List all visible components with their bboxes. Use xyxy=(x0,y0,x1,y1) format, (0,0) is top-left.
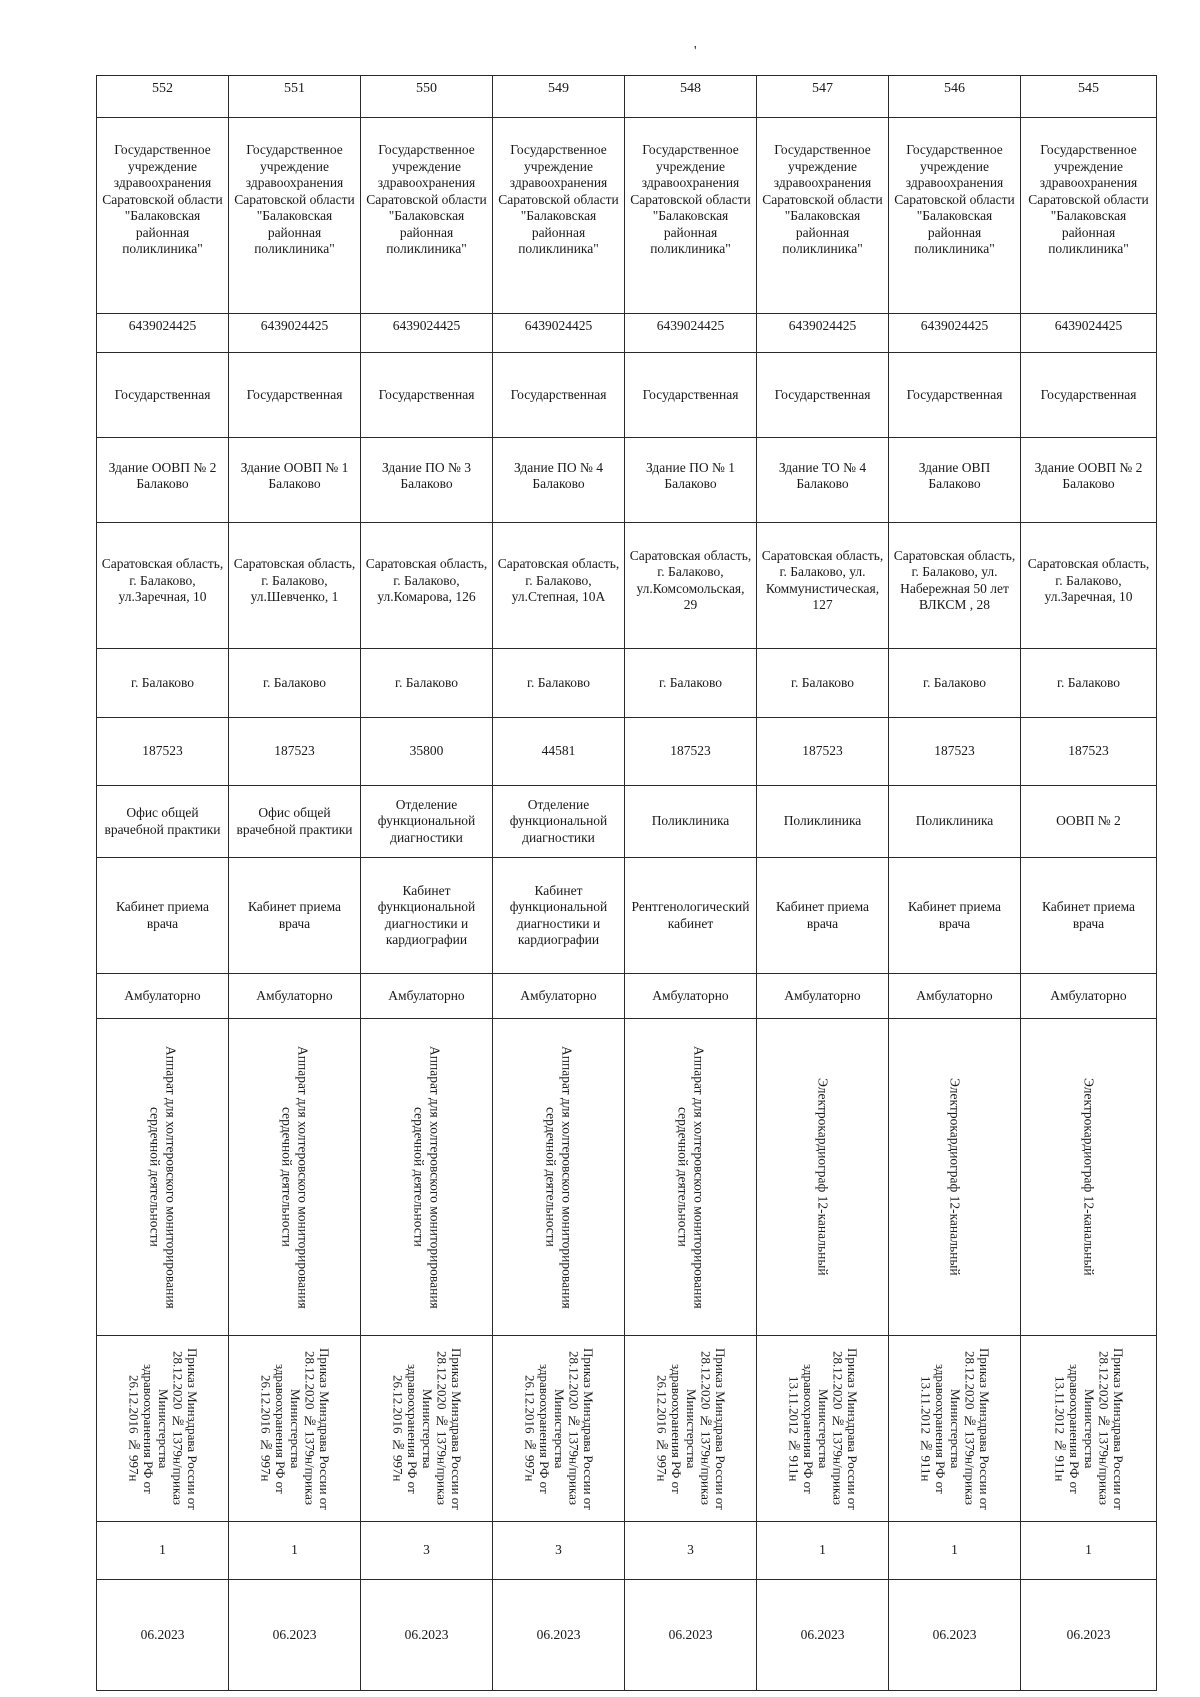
room-cell: Кабинет приема врача xyxy=(757,858,889,974)
address-cell: Саратовская область, г. Балаково, ул.Комарова, 126 xyxy=(361,523,493,649)
date-cell: 06.2023 xyxy=(361,1580,493,1691)
unit-cell: ООВП № 2 xyxy=(1021,785,1157,857)
building-cell: Здание ООВП № 2 Балаково xyxy=(1021,437,1157,522)
equipment-cell xyxy=(1021,1019,1157,1336)
unit-cell: Отделение функциональной диагностики xyxy=(361,785,493,857)
equipment-cell xyxy=(493,1019,625,1336)
legal-basis-cell-text: Приказ Минздрава России от 28.12.2020 № 1379н/приказ Министерства здравоохранения РФ от 13.11.2012 № 911н xyxy=(1052,1347,1126,1510)
equipment-cell-text: Электрокардиограф 12-канальный xyxy=(815,1078,831,1276)
legal-basis-cell xyxy=(229,1335,361,1521)
row-population xyxy=(97,717,1157,785)
equipment-cell xyxy=(889,1019,1021,1336)
legal-basis-cell xyxy=(361,1335,493,1521)
row-ownership xyxy=(97,352,1157,437)
room-cell: Рентгенологический кабинет xyxy=(625,858,757,974)
legal-basis-cell-text: Приказ Минздрава России от 28.12.2020 № 1379н/приказ Министерства здравоохранения РФ от 26.12.2016 № 997н xyxy=(654,1347,728,1510)
city-cell: г. Балаково xyxy=(229,649,361,717)
organization-cell: Государственное учреждение здравоохранения Саратовской области "Балаковская районная поликлиника" xyxy=(625,118,757,314)
building-cell: Здание ООВП № 2 Балаково xyxy=(97,437,229,522)
address-cell: Саратовская область, г. Балаково, ул.Степная, 10А xyxy=(493,523,625,649)
quantity-cell: 3 xyxy=(625,1521,757,1579)
population-cell: 187523 xyxy=(229,717,361,785)
building-cell: Здание ПО № 4 Балаково xyxy=(493,437,625,522)
inn-cell: 6439024425 xyxy=(361,314,493,352)
organization-cell: Государственное учреждение здравоохранения Саратовской области "Балаковская районная поликлиника" xyxy=(229,118,361,314)
room-cell: Кабинет приема врача xyxy=(229,858,361,974)
care-type-cell: Амбулаторно xyxy=(625,973,757,1018)
population-cell: 187523 xyxy=(889,717,1021,785)
quantity-cell: 1 xyxy=(229,1521,361,1579)
equipment-cell-text: Аппарат для холтеровского мониторирования сердечной деятельности xyxy=(147,1045,179,1309)
equipment-cell-text: Аппарат для холтеровского мониторирования сердечной деятельности xyxy=(279,1045,311,1309)
inn-cell: 6439024425 xyxy=(889,314,1021,352)
city-cell: г. Балаково xyxy=(1021,649,1157,717)
equipment-cell-text: Электрокардиограф 12-канальный xyxy=(947,1078,963,1276)
legal-basis-cell-text: Приказ Минздрава России от 28.12.2020 № 1379н/приказ Министерства здравоохранения РФ от 26.12.2016 № 997н xyxy=(258,1347,332,1510)
date-cell: 06.2023 xyxy=(229,1580,361,1691)
unit-cell: Поликлиника xyxy=(757,785,889,857)
room-cell: Кабинет приема врача xyxy=(1021,858,1157,974)
ownership-cell: Государственная xyxy=(229,352,361,437)
row-date xyxy=(97,1580,1157,1691)
legal-basis-cell-text: Приказ Минздрава России от 28.12.2020 № 1379н/приказ Министерства здравоохранения РФ от 26.12.2016 № 997н xyxy=(390,1347,464,1510)
ownership-cell: Государственная xyxy=(97,352,229,437)
row-room xyxy=(97,858,1157,974)
column-number-cell: 546 xyxy=(889,76,1021,118)
row-building xyxy=(97,437,1157,522)
address-cell: Саратовская область, г. Балаково, ул.Шевченко, 1 xyxy=(229,523,361,649)
organization-cell: Государственное учреждение здравоохранения Саратовской области "Балаковская районная поликлиника" xyxy=(493,118,625,314)
quantity-cell: 1 xyxy=(97,1521,229,1579)
room-cell: Кабинет приема врача xyxy=(97,858,229,974)
column-number-cell: 552 xyxy=(97,76,229,118)
city-cell: г. Балаково xyxy=(97,649,229,717)
organization-cell: Государственное учреждение здравоохранения Саратовской области "Балаковская районная поликлиника" xyxy=(361,118,493,314)
unit-cell: Офис общей врачебной практики xyxy=(229,785,361,857)
legal-basis-cell xyxy=(493,1335,625,1521)
quantity-cell: 3 xyxy=(361,1521,493,1579)
row-legal-basis xyxy=(97,1335,1157,1521)
population-cell: 187523 xyxy=(757,717,889,785)
equipment-cell xyxy=(361,1019,493,1336)
row-inn xyxy=(97,314,1157,352)
care-type-cell: Амбулаторно xyxy=(361,973,493,1018)
care-type-cell: Амбулаторно xyxy=(1021,973,1157,1018)
date-cell: 06.2023 xyxy=(625,1580,757,1691)
city-cell: г. Балаково xyxy=(493,649,625,717)
organization-cell: Государственное учреждение здравоохранения Саратовской области "Балаковская районная поликлиника" xyxy=(1021,118,1157,314)
column-number-cell: 549 xyxy=(493,76,625,118)
ownership-cell: Государственная xyxy=(757,352,889,437)
row-organization xyxy=(97,118,1157,314)
room-cell: Кабинет функциональной диагностики и кардиографии xyxy=(493,858,625,974)
row-equipment xyxy=(97,1019,1157,1336)
inn-cell: 6439024425 xyxy=(229,314,361,352)
column-number-cell: 547 xyxy=(757,76,889,118)
equipment-cell-text: Аппарат для холтеровского мониторирования сердечной деятельности xyxy=(411,1045,443,1309)
quantity-cell: 1 xyxy=(889,1521,1021,1579)
date-cell: 06.2023 xyxy=(493,1580,625,1691)
ownership-cell: Государственная xyxy=(889,352,1021,437)
city-cell: г. Балаково xyxy=(889,649,1021,717)
equipment-cell xyxy=(97,1019,229,1336)
population-cell: 44581 xyxy=(493,717,625,785)
inn-cell: 6439024425 xyxy=(625,314,757,352)
ownership-cell: Государственная xyxy=(493,352,625,437)
row-quantity xyxy=(97,1521,1157,1579)
population-cell: 187523 xyxy=(625,717,757,785)
building-cell: Здание ОВП Балаково xyxy=(889,437,1021,522)
building-cell: Здание ТО № 4 Балаково xyxy=(757,437,889,522)
date-cell: 06.2023 xyxy=(97,1580,229,1691)
legal-basis-cell xyxy=(97,1335,229,1521)
organization-cell: Государственное учреждение здравоохранения Саратовской области "Балаковская районная поликлиника" xyxy=(97,118,229,314)
inn-cell: 6439024425 xyxy=(493,314,625,352)
ownership-cell: Государственная xyxy=(625,352,757,437)
column-number-cell: 550 xyxy=(361,76,493,118)
organization-cell: Государственное учреждение здравоохранения Саратовской области "Балаковская районная поликлиника" xyxy=(889,118,1021,314)
inn-cell: 6439024425 xyxy=(757,314,889,352)
quantity-cell: 3 xyxy=(493,1521,625,1579)
inn-cell: 6439024425 xyxy=(97,314,229,352)
legal-basis-cell-text: Приказ Минздрава России от 28.12.2020 № 1379н/приказ Министерства здравоохранения РФ от 26.12.2016 № 997н xyxy=(126,1347,200,1510)
population-cell: 187523 xyxy=(97,717,229,785)
equipment-cell xyxy=(625,1019,757,1336)
row-care-type xyxy=(97,973,1157,1018)
page-mark: ' xyxy=(694,44,697,59)
city-cell: г. Балаково xyxy=(757,649,889,717)
unit-cell: Офис общей врачебной практики xyxy=(97,785,229,857)
care-type-cell: Амбулаторно xyxy=(889,973,1021,1018)
date-cell: 06.2023 xyxy=(1021,1580,1157,1691)
building-cell: Здание ООВП № 1 Балаково xyxy=(229,437,361,522)
quantity-cell: 1 xyxy=(757,1521,889,1579)
date-cell: 06.2023 xyxy=(757,1580,889,1691)
address-cell: Саратовская область, г. Балаково, ул. Коммунистическая, 127 xyxy=(757,523,889,649)
organization-cell: Государственное учреждение здравоохранения Саратовской области "Балаковская районная поликлиника" xyxy=(757,118,889,314)
equipment-cell-text: Аппарат для холтеровского мониторирования сердечной деятельности xyxy=(543,1045,575,1309)
column-number-cell: 548 xyxy=(625,76,757,118)
room-cell: Кабинет функциональной диагностики и кардиографии xyxy=(361,858,493,974)
column-number-cell: 545 xyxy=(1021,76,1157,118)
care-type-cell: Амбулаторно xyxy=(757,973,889,1018)
care-type-cell: Амбулаторно xyxy=(229,973,361,1018)
building-cell: Здание ПО № 1 Балаково xyxy=(625,437,757,522)
equipment-cell xyxy=(757,1019,889,1336)
equipment-cell xyxy=(229,1019,361,1336)
room-cell: Кабинет приема врача xyxy=(889,858,1021,974)
city-cell: г. Балаково xyxy=(361,649,493,717)
address-cell: Саратовская область, г. Балаково, ул. Набережная 50 лет ВЛКСМ , 28 xyxy=(889,523,1021,649)
address-cell: Саратовская область, г. Балаково, ул.Комсомольская, 29 xyxy=(625,523,757,649)
row-address xyxy=(97,523,1157,649)
unit-cell: Поликлиника xyxy=(625,785,757,857)
inn-cell: 6439024425 xyxy=(1021,314,1157,352)
column-number-cell: 551 xyxy=(229,76,361,118)
address-cell: Саратовская область, г. Балаково, ул.Заречная, 10 xyxy=(1021,523,1157,649)
legal-basis-cell-text: Приказ Минздрава России от 28.12.2020 № 1379н/приказ Министерства здравоохранения РФ от 26.12.2016 № 997н xyxy=(522,1347,596,1510)
address-cell: Саратовская область, г. Балаково, ул.Заречная, 10 xyxy=(97,523,229,649)
legal-basis-cell xyxy=(625,1335,757,1521)
city-cell: г. Балаково xyxy=(625,649,757,717)
ownership-cell: Государственная xyxy=(1021,352,1157,437)
unit-cell: Отделение функциональной диагностики xyxy=(493,785,625,857)
legal-basis-cell-text: Приказ Минздрава России от 28.12.2020 № 1379н/приказ Министерства здравоохранения РФ от 13.11.2012 № 911н xyxy=(786,1347,860,1510)
care-type-cell: Амбулаторно xyxy=(493,973,625,1018)
equipment-table xyxy=(96,75,1157,1691)
legal-basis-cell xyxy=(757,1335,889,1521)
equipment-cell-text: Электрокардиограф 12-канальный xyxy=(1081,1078,1097,1276)
date-cell: 06.2023 xyxy=(889,1580,1021,1691)
population-cell: 187523 xyxy=(1021,717,1157,785)
legal-basis-cell xyxy=(1021,1335,1157,1521)
legal-basis-cell xyxy=(889,1335,1021,1521)
equipment-cell-text: Аппарат для холтеровского мониторирования сердечной деятельности xyxy=(675,1045,707,1309)
ownership-cell: Государственная xyxy=(361,352,493,437)
row-unit xyxy=(97,785,1157,857)
row-number xyxy=(97,76,1157,118)
population-cell: 35800 xyxy=(361,717,493,785)
unit-cell: Поликлиника xyxy=(889,785,1021,857)
building-cell: Здание ПО № 3 Балаково xyxy=(361,437,493,522)
row-city xyxy=(97,649,1157,717)
quantity-cell: 1 xyxy=(1021,1521,1157,1579)
care-type-cell: Амбулаторно xyxy=(97,973,229,1018)
legal-basis-cell-text: Приказ Минздрава России от 28.12.2020 № 1379н/приказ Министерства здравоохранения РФ от 13.11.2012 № 911н xyxy=(918,1347,992,1510)
